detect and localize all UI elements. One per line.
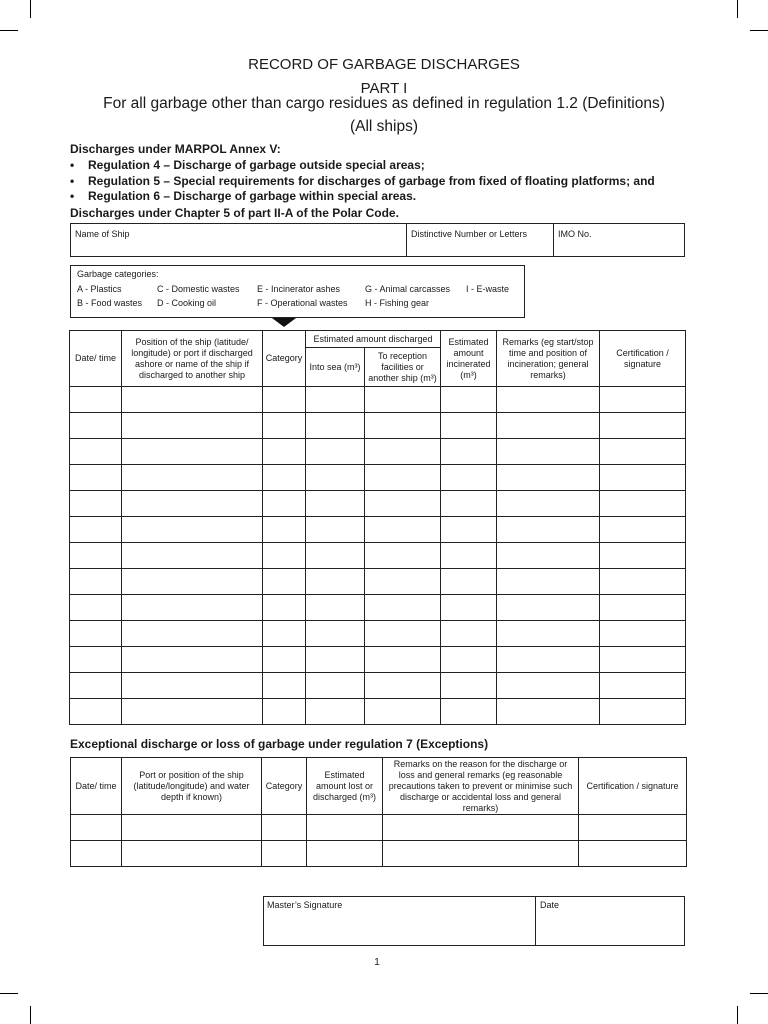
table-cell[interactable] (497, 413, 600, 439)
marpol-heading: Discharges under MARPOL Annex V: (70, 142, 281, 156)
table-cell[interactable] (70, 595, 122, 621)
table-cell[interactable] (263, 387, 306, 413)
table-cell[interactable] (365, 413, 441, 439)
table-cell[interactable] (122, 387, 263, 413)
table-cell[interactable] (306, 673, 365, 699)
polar-code-line: Discharges under Chapter 5 of part II-A of the Polar Code. (70, 206, 399, 220)
table-cell[interactable] (263, 647, 306, 673)
garbage-categories-box (70, 265, 525, 318)
table-cell[interactable] (365, 465, 441, 491)
discharge-table-body (70, 387, 686, 725)
table-cell[interactable] (497, 647, 600, 673)
table-cell[interactable] (70, 647, 122, 673)
col-header-date: Date/ time (70, 331, 122, 387)
table-cell[interactable] (441, 621, 497, 647)
distinctive-number-field[interactable]: Distinctive Number or Letters (411, 229, 528, 239)
table-cell[interactable] (306, 647, 365, 673)
col-header-remarks: Remarks on the reason for the discharge or loss and general remarks (eg reasonable precautions taken to prevent or minimise such discharge or accidental loss and general remarks) (383, 758, 579, 815)
table-cell[interactable] (600, 647, 686, 673)
table-cell[interactable] (263, 595, 306, 621)
table-cell[interactable] (306, 413, 365, 439)
table-cell[interactable] (263, 439, 306, 465)
exceptional-heading: Exceptional discharge or loss of garbage under regulation 7 (Exceptions) (70, 737, 489, 751)
crop-mark (750, 30, 768, 31)
col-header-category: Category (262, 758, 307, 815)
table-cell[interactable] (441, 387, 497, 413)
table-cell[interactable] (70, 673, 122, 699)
table-cell[interactable] (600, 413, 686, 439)
table-cell[interactable] (263, 491, 306, 517)
master-signature-field[interactable]: Master’s Signature (267, 900, 343, 910)
table-cell[interactable] (122, 491, 263, 517)
table-cell[interactable] (306, 387, 365, 413)
table-cell[interactable] (71, 815, 122, 841)
table-cell[interactable] (71, 841, 122, 867)
table-cell[interactable] (497, 595, 600, 621)
table-cell[interactable] (263, 621, 306, 647)
table-cell[interactable] (263, 517, 306, 543)
table-cell[interactable] (497, 621, 600, 647)
table-cell[interactable] (122, 841, 262, 867)
table-cell[interactable] (70, 621, 122, 647)
table-cell[interactable] (122, 595, 263, 621)
table-cell[interactable] (70, 439, 122, 465)
table-cell[interactable] (441, 647, 497, 673)
table-cell[interactable] (122, 647, 263, 673)
table-cell[interactable] (441, 439, 497, 465)
table-cell[interactable] (70, 699, 122, 725)
page-number: 1 (374, 957, 380, 968)
table-cell[interactable] (122, 815, 262, 841)
bullet-text: Regulation 5 – Special requirements for discharges of garbage from fixed of floating platforms; and (88, 174, 655, 188)
table-row (70, 569, 686, 595)
table-cell[interactable] (306, 491, 365, 517)
table-cell[interactable] (497, 517, 600, 543)
table-cell[interactable] (600, 491, 686, 517)
divider (535, 897, 536, 945)
table-cell[interactable] (70, 413, 122, 439)
col-header-estimated-discharged: Estimated amount discharged (306, 331, 441, 348)
table-cell[interactable] (497, 543, 600, 569)
scope-subtitle: For all garbage other than cargo residues as defined in regulation 1.2 (Definitions) (103, 95, 665, 112)
col-header-position: Port or position of the ship (latitude/longitude) and water depth if known) (122, 758, 262, 815)
table-cell[interactable] (70, 465, 122, 491)
table-cell[interactable] (262, 841, 307, 867)
table-cell[interactable] (306, 699, 365, 725)
crop-mark (737, 0, 738, 18)
table-cell[interactable] (263, 413, 306, 439)
table-cell[interactable] (122, 413, 263, 439)
pointer-arrow-icon (272, 318, 296, 327)
ship-name-field[interactable]: Name of Ship (75, 229, 130, 239)
table-cell[interactable] (441, 465, 497, 491)
table-cell[interactable] (600, 543, 686, 569)
category-item: E - Incinerator ashes (257, 284, 341, 294)
table-cell[interactable] (600, 569, 686, 595)
table-cell[interactable] (441, 673, 497, 699)
table-cell[interactable] (263, 569, 306, 595)
crop-mark (0, 993, 18, 994)
table-cell[interactable] (365, 569, 441, 595)
table-row (70, 439, 686, 465)
table-cell[interactable] (365, 517, 441, 543)
category-item: B - Food wastes (77, 298, 143, 308)
table-cell[interactable] (365, 647, 441, 673)
table-row (70, 517, 686, 543)
table-cell[interactable] (263, 673, 306, 699)
table-cell[interactable] (600, 439, 686, 465)
table-cell[interactable] (600, 699, 686, 725)
crop-mark (737, 1006, 738, 1024)
categories-heading: Garbage categories: (77, 269, 159, 279)
table-cell[interactable] (365, 699, 441, 725)
table-cell[interactable] (122, 673, 263, 699)
table-cell[interactable] (262, 815, 307, 841)
table-cell[interactable] (600, 387, 686, 413)
table-row (70, 491, 686, 517)
table-cell[interactable] (497, 569, 600, 595)
col-header-certification: Certification / signature (579, 758, 687, 815)
crop-mark (30, 0, 31, 18)
table-row (70, 673, 686, 699)
table-row (70, 699, 686, 725)
table-cell[interactable] (497, 491, 600, 517)
table-cell[interactable] (306, 543, 365, 569)
col-header-date: Date/ time (71, 758, 122, 815)
exceptional-table-body (71, 815, 687, 867)
col-header-lost: Estimated amount lost or discharged (m³) (307, 758, 383, 815)
category-item: I - E-waste (466, 284, 510, 294)
table-row (71, 841, 687, 867)
table-cell[interactable] (70, 543, 122, 569)
table-cell[interactable] (70, 491, 122, 517)
category-item: H - Fishing gear (365, 298, 430, 308)
table-row (70, 543, 686, 569)
crop-mark (0, 30, 18, 31)
category-item: F - Operational wastes (257, 298, 348, 308)
table-row (70, 465, 686, 491)
col-header-into-sea: Into sea (m³) (306, 348, 365, 387)
table-cell[interactable] (263, 465, 306, 491)
marpol-bullet (70, 174, 710, 188)
col-header-incinerated: Estimated amount incinerated (m³) (441, 331, 497, 387)
table-cell[interactable] (600, 595, 686, 621)
table-cell[interactable] (70, 387, 122, 413)
table-cell[interactable] (600, 517, 686, 543)
table-cell[interactable] (122, 543, 263, 569)
bullet-text: Regulation 4 – Discharge of garbage outside special areas; (88, 158, 425, 172)
table-cell[interactable] (600, 621, 686, 647)
bullet-symbol: • (70, 158, 75, 172)
table-cell[interactable] (383, 815, 579, 841)
table-cell[interactable] (600, 673, 686, 699)
table-cell[interactable] (600, 465, 686, 491)
signature-box (263, 896, 685, 946)
category-item: D - Cooking oil (157, 298, 217, 308)
table-row (70, 621, 686, 647)
marpol-bullet (70, 158, 710, 172)
col-header-reception: To reception facilities or another ship (m³) (365, 348, 441, 387)
ship-info-box (70, 223, 685, 257)
bullet-symbol: • (70, 174, 75, 188)
table-row (70, 595, 686, 621)
category-item: A - Plastics (77, 284, 122, 294)
table-cell[interactable] (497, 465, 600, 491)
table-cell[interactable] (365, 491, 441, 517)
table-cell[interactable] (365, 439, 441, 465)
table-cell[interactable] (441, 491, 497, 517)
divider (406, 224, 407, 256)
table-cell[interactable] (383, 841, 579, 867)
table-cell[interactable] (365, 387, 441, 413)
col-header-category: Category (263, 331, 306, 387)
table-cell[interactable] (122, 569, 263, 595)
table-cell[interactable] (122, 517, 263, 543)
table-row (70, 387, 686, 413)
part-label: PART I (360, 80, 408, 97)
table-cell[interactable] (365, 621, 441, 647)
category-item: C - Domestic wastes (157, 284, 240, 294)
table-cell[interactable] (306, 465, 365, 491)
signature-date-field[interactable]: Date (540, 900, 560, 910)
crop-mark (30, 1006, 31, 1024)
table-cell[interactable] (122, 699, 263, 725)
table-cell[interactable] (497, 673, 600, 699)
table-cell[interactable] (365, 543, 441, 569)
bullet-text: Regulation 6 – Discharge of garbage within special areas. (88, 189, 417, 203)
applicability-subtitle: (All ships) (349, 118, 419, 135)
table-cell[interactable] (497, 699, 600, 725)
imo-number-field[interactable]: IMO No. (558, 229, 592, 239)
table-cell[interactable] (70, 517, 122, 543)
divider (553, 224, 554, 256)
table-cell[interactable] (441, 595, 497, 621)
table-cell[interactable] (307, 815, 383, 841)
table-cell[interactable] (307, 841, 383, 867)
table-cell[interactable] (365, 673, 441, 699)
table-cell[interactable] (306, 569, 365, 595)
table-cell[interactable] (122, 439, 263, 465)
col-header-remarks: Remarks (eg start/stop time and position of incineration; general remarks) (497, 331, 600, 387)
table-cell[interactable] (306, 517, 365, 543)
table-row (70, 413, 686, 439)
table-cell[interactable] (441, 543, 497, 569)
table-cell[interactable] (579, 815, 687, 841)
table-cell[interactable] (497, 387, 600, 413)
exceptional-table (70, 757, 687, 867)
table-cell[interactable] (306, 621, 365, 647)
table-cell[interactable] (122, 465, 263, 491)
marpol-bullet (70, 189, 710, 203)
table-cell[interactable] (365, 595, 441, 621)
table-row (70, 647, 686, 673)
page-title: RECORD OF GARBAGE DISCHARGES (248, 56, 520, 73)
table-cell[interactable] (70, 569, 122, 595)
table-cell[interactable] (263, 543, 306, 569)
bullet-symbol: • (70, 189, 75, 203)
table-cell[interactable] (579, 841, 687, 867)
table-cell[interactable] (263, 699, 306, 725)
table-cell[interactable] (441, 699, 497, 725)
category-item: G - Animal carcasses (365, 284, 451, 294)
table-cell[interactable] (306, 439, 365, 465)
table-cell[interactable] (441, 517, 497, 543)
discharge-table (69, 330, 686, 725)
table-cell[interactable] (122, 621, 263, 647)
table-cell[interactable] (497, 439, 600, 465)
table-cell[interactable] (441, 413, 497, 439)
table-cell[interactable] (441, 569, 497, 595)
col-header-certification: Certification / signature (600, 331, 686, 387)
crop-mark (750, 993, 768, 994)
table-cell[interactable] (306, 595, 365, 621)
table-row (71, 815, 687, 841)
col-header-position: Position of the ship (latitude/ longitude) or port if discharged ashore or name of the ship if discharged to another ship (122, 331, 263, 387)
